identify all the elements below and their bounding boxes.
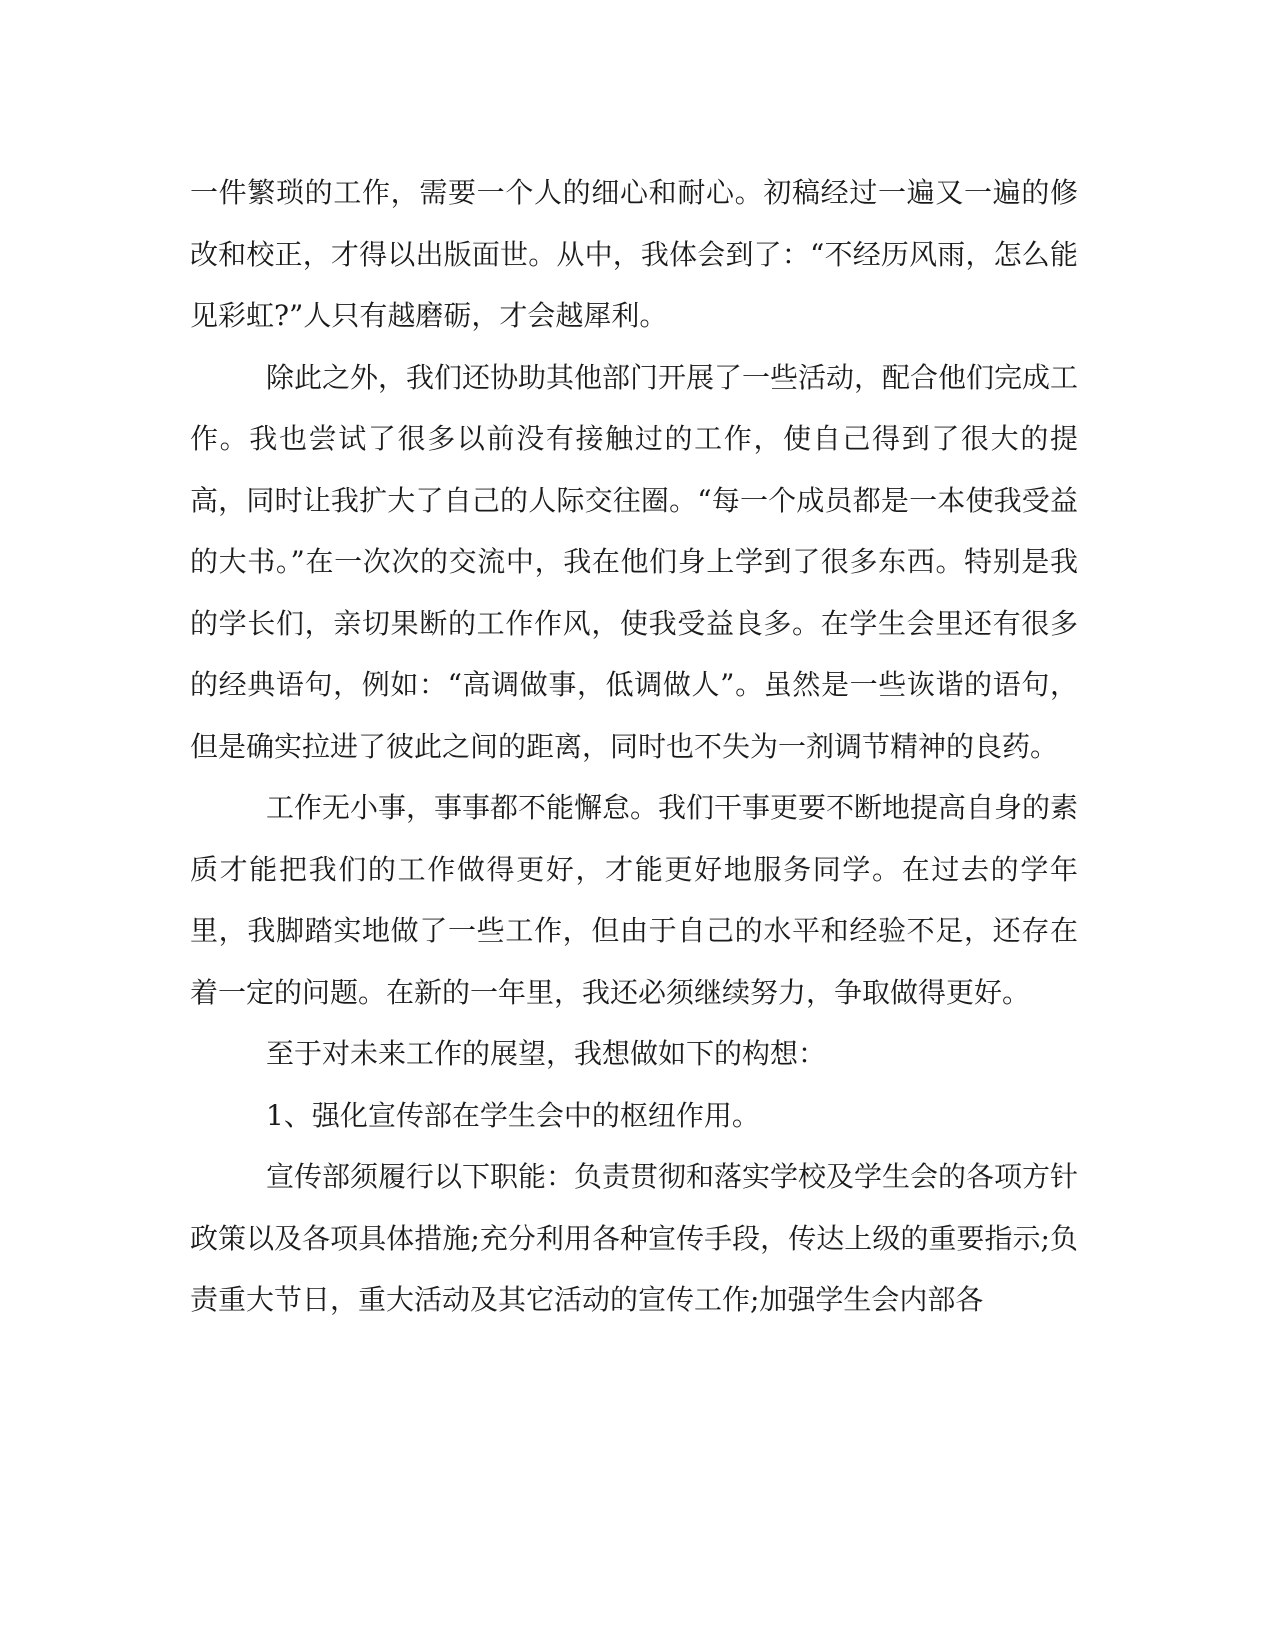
paragraph-1: 一件繁琐的工作，需要一个人的细心和耐心。初稿经过一遍又一遍的修改和校正，才得以出版面世。从中，我体会到了：“不经历风雨，怎么能见彩虹?”人只有越磨砺，才会越犀利。 — [190, 176, 1078, 332]
paragraph-4: 至于对未来工作的展望，我想做如下的构想： — [266, 1037, 827, 1070]
paragraph-3: 工作无小事，事事都不能懈怠。我们干事更要不断地提高自身的素质才能把我们的工作做得更好，才能更好地服务同学。在过去的学年里，我脚踏实地做了一些工作，但由于自己的水平和经验不足，还存在着一定的问题。在新的一年里，我还必须继续努力，争取做得更好。 — [190, 791, 1079, 1009]
paragraph-5: 1、强化宣传部在学生会中的枢纽作用。 — [266, 1098, 760, 1132]
paragraph-2: 除此之外，我们还协助其他部门开展了一些活动，配合他们完成工作。我也尝试了很多以前没有接触过的工作，使自己得到了很大的提高，同时让我扩大了自己的人际交往圈。“每一个成员都是一本使我受益的大书。”在一次次的交流中，我在他们身上学到了很多东西。特别是我的学长们，亲切果断的工作作风，使我受益良多。在学生会里还有很多的经典语句，例如：“高调做事，低调做人”。虽然是一些诙谐的语句，但是确实拉进了彼此之间的距离，同时也不失为一剂调节精神的良药。 — [190, 360, 1079, 763]
document-body — [190, 162, 1078, 1331]
paragraph-6: 宣传部须履行以下职能：负责贯彻和落实学校及学生会的各项方针政策以及各项具体措施;充分利用各种宣传手段，传达上级的重要指示;负责重大节日，重大活动及其它活动的宣传工作;加强学生会内部各 — [190, 1160, 1079, 1316]
